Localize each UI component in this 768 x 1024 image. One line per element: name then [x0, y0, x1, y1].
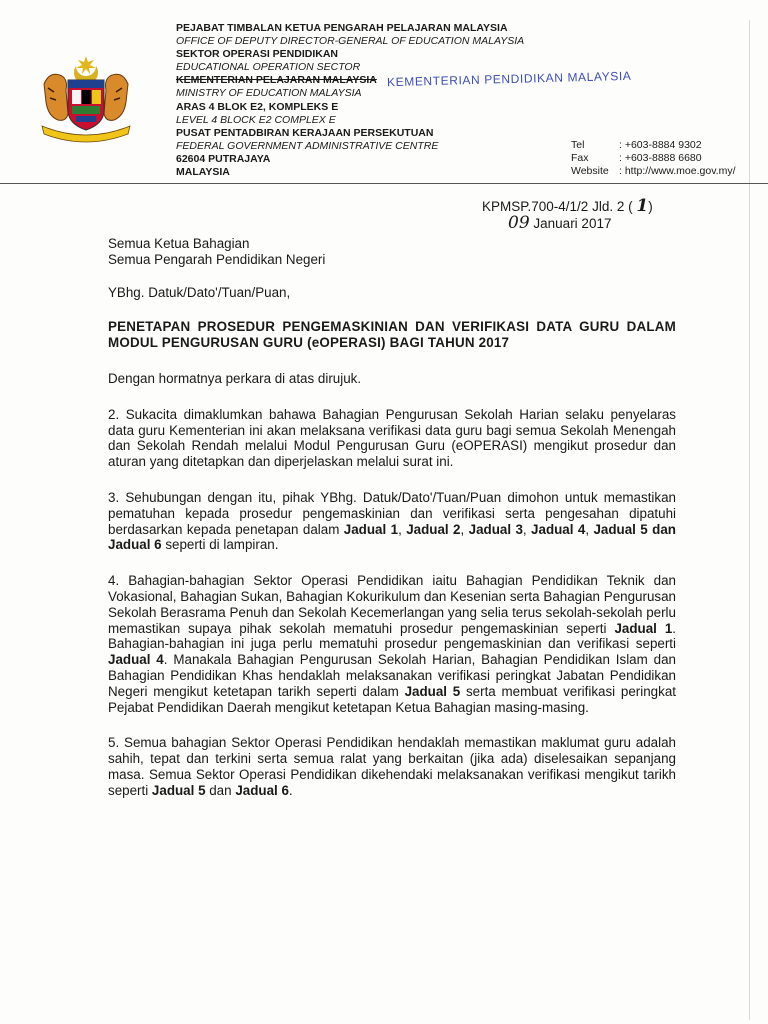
reference-block [482, 198, 653, 232]
date-month-year: Januari 2017 [533, 216, 612, 231]
ministry-name-old: KEMENTERIAN PELAJARAN MALAYSIA [176, 74, 377, 87]
tel-value: : +603-8884 9302 [619, 139, 702, 151]
p3-sep: , [460, 521, 469, 537]
letter-body [108, 236, 676, 799]
p3-jadual-3: Jadual 3 [468, 521, 523, 537]
p4-text-4: serta membuat verifikasi peringkat Pejabat Pendidikan Daerah mengikut ketetapan Ketua Bahagian masing-masing. [108, 683, 676, 715]
reference-date-line [482, 215, 653, 232]
reference-close: ) [648, 199, 653, 214]
p4-jadual-5: Jadual 5 [404, 683, 461, 699]
sector-name-en: EDUCATIONAL OPERATION SECTOR [176, 61, 361, 74]
letterhead-address [176, 22, 536, 179]
ministry-stamp: KEMENTERIAN PENDIDIKAN MALAYSIA [386, 68, 632, 90]
admin-centre-en: FEDERAL GOVERNMENT ADMINISTRATIVE CENTRE [176, 139, 439, 152]
subject-heading: PENETAPAN PROSEDUR PENGEMASKINIAN DAN VERIFIKASI DATA GURU DALAM MODUL PENGURUSAN GURU (eOPERASI) BAGI TAHUN 2017 [108, 319, 676, 351]
recipient-2: Semua Pengarah Pendidikan Negeri [108, 251, 326, 267]
tel-label: Tel [571, 139, 585, 151]
p5-end: . [288, 782, 293, 798]
p3-text: 3. Sehubungan dengan itu, pihak YBhg. Datuk/Dato'/Tuan/Puan dimohon untuk memastikan pematuhan kepada prosedur pengemaskinian dan verifikasi serta pengesahan dipatuhi berdasarkan kepada penetapan dalam [108, 489, 676, 537]
p3-jadual-1: Jadual 1 [343, 521, 399, 537]
recipient-1: Semua Ketua Bahagian [108, 236, 250, 251]
country: MALAYSIA [176, 166, 230, 179]
reference-handwritten-number: 1 [636, 196, 649, 216]
address-line-en: LEVEL 4 BLOCK E2 COMPLEX E [176, 113, 336, 126]
p4-text-2: . Bahagian-bahagian ini juga perlu mematuhi prosedur pengemaskinian dan verifikasi seperti [108, 620, 677, 652]
fax-value: : +603-8888 6680 [619, 152, 702, 165]
p3-end: seperti di lampiran. [161, 537, 279, 553]
postcode-city: 62604 PUTRAJAYA [176, 152, 271, 165]
p3-jadual-2: Jadual 2 [406, 521, 461, 537]
p3-sep: , [585, 521, 594, 537]
p5-dan: dan [205, 782, 236, 798]
p4-jadual-1: Jadual 1 [614, 620, 673, 636]
coat-of-arms-logo [36, 54, 136, 146]
p3-sep: , [522, 521, 532, 537]
p3-jadual-5: Jadual 5 [593, 521, 648, 537]
website-value: : http://www.moe.gov.my/ [619, 165, 736, 178]
p4-jadual-4: Jadual 4 [108, 652, 164, 668]
paragraph-3 [108, 490, 676, 553]
header-divider [0, 183, 768, 184]
date-handwritten-day: 09 [508, 213, 530, 233]
p3-sep: , [398, 521, 407, 537]
website-label: Website [571, 165, 609, 178]
paragraph-4 [108, 573, 676, 715]
p3-jadual-6: Jadual 6 [108, 537, 162, 553]
sector-name-ms: SEKTOR OPERASI PENDIDIKAN [176, 48, 338, 61]
opening-line: Dengan hormatnya perkara di atas dirujuk. [108, 370, 362, 386]
office-name-en: OFFICE OF DEPUTY DIRECTOR-GENERAL OF EDUCATION MALAYSIA [176, 35, 525, 48]
contact-block [571, 139, 736, 178]
paragraph-5 [108, 735, 676, 798]
ministry-name-en: MINISTRY OF EDUCATION MALAYSIA [176, 87, 362, 100]
admin-centre-ms: PUSAT PENTADBIRAN KERAJAAN PERSEKUTUAN [176, 126, 434, 139]
p4-text: 4. Bahagian-bahagian Sektor Operasi Pendidikan iaitu Bahagian Pendidikan Teknik dan Vokasional, Bahagian Sukan, Bahagian Kokurikulum dan Kesenian serta Bahagian Pengurusan Sekolah Berasrama Penuh dan Sekolah Kecemerlangan yang selia terus sekolah-sekolah perlu memastikan supaya pihak sekolah mematuhi prosedur pengemaskinian seperti [108, 573, 676, 636]
reference-number: KPMSP.700-4/1/2 Jld. 2 ( [482, 199, 633, 214]
page-edge-line [749, 20, 750, 1020]
fax-label: Fax [571, 152, 589, 165]
p4-text-3: . Manakala Bahagian Pengurusan Sekolah Harian, Bahagian Pendidikan Islam dan Bahagian Pendidikan Khas hendaklah melaksanakan verifikasi peringkat Jabatan Pendidikan Negeri mengikut ketetapan tarikh seperti dalam [108, 652, 676, 699]
p5-jadual-6: Jadual 6 [235, 782, 289, 798]
p3-dan: dan [647, 521, 676, 537]
p5-jadual-5: Jadual 5 [151, 782, 206, 798]
p5-text: 5. Semua bahagian Sektor Operasi Pendidikan hendaklah memastikan maklumat guru adalah sahih, tepat dan terkini serta semua ralat yang berkaitan (jika ada) diselesaikan sepanjang masa. Semua Sektor Operasi Pendidikan dikehendaki melaksanakan verifikasi mengikut tarikh seperti [108, 735, 676, 798]
p3-jadual-4: Jadual 4 [531, 521, 586, 537]
paragraph-2: 2. Sukacita dimaklumkan bahawa Bahagian Pengurusan Sekolah Harian selaku penyelaras data guru Kementerian ini akan melaksana verifikasi data guru bagi semua Sekolah Menengah dan Sekolah Rendah melalui Modul Pengurusan Guru (eOPERASI) mengikut prosedur dan aturan yang ditetapkan dan diperjelaskan melalui surat ini. [108, 406, 676, 470]
address-line-ms: ARAS 4 BLOK E2, KOMPLEKS E [176, 100, 339, 113]
salutation: YBhg. Datuk/Dato'/Tuan/Puan, [108, 284, 291, 300]
office-name-ms: PEJABAT TIMBALAN KETUA PENGARAH PELAJARAN MALAYSIA [176, 22, 508, 34]
